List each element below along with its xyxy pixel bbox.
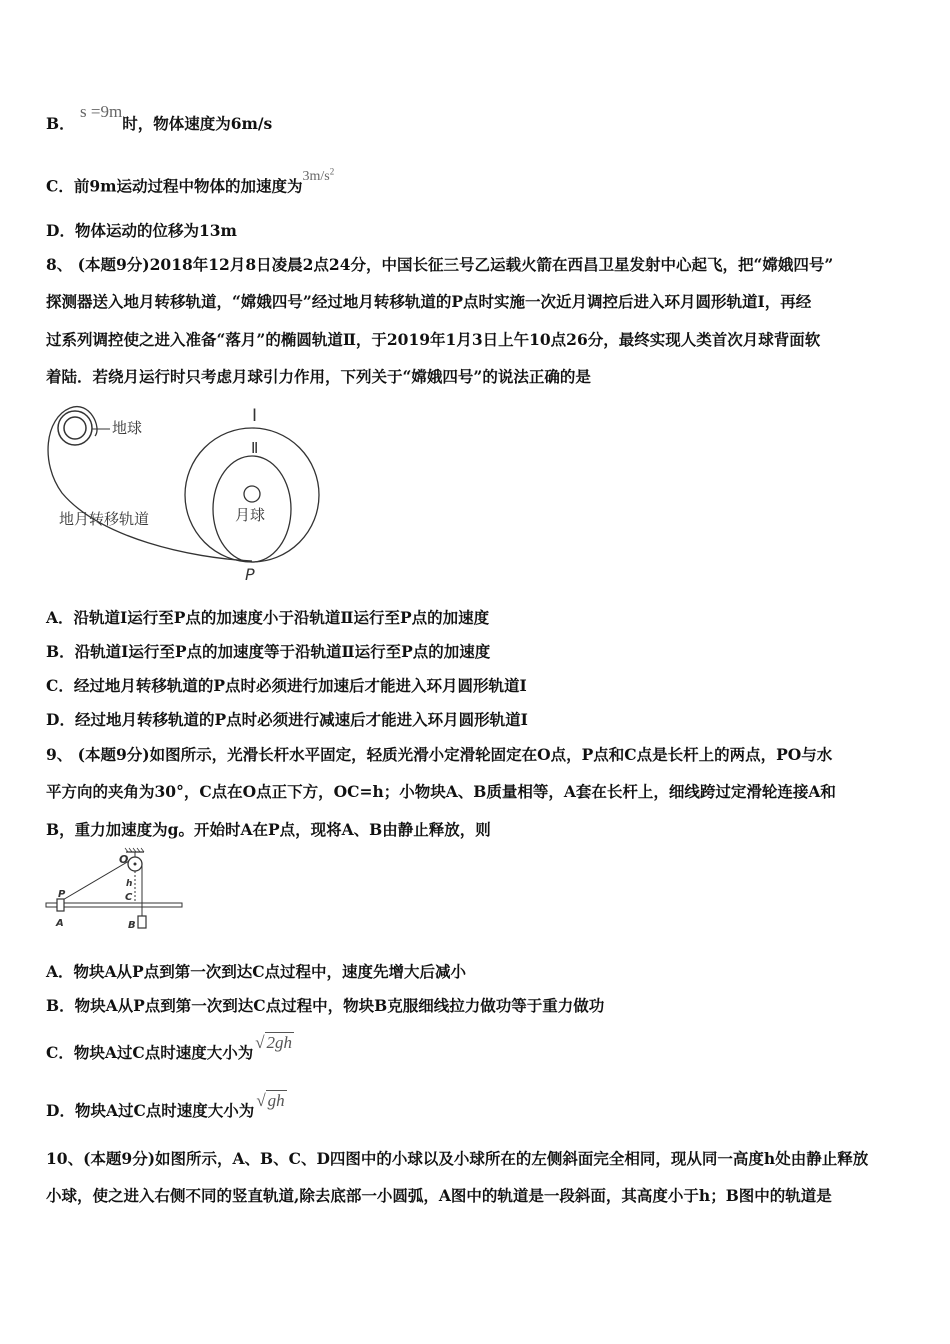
q9-option-c: [46, 1033, 294, 1063]
option-c-text: C．物块A过C点时速度大小为: [46, 1043, 254, 1062]
q9-pulley-figure: [40, 846, 190, 936]
accel-value: 3m/s: [302, 168, 330, 184]
orbit-2-label: Ⅱ: [251, 439, 259, 457]
q8-option-c: C．经过地月转移轨道的P点时必须进行加速后才能进入环月圆形轨道I: [46, 676, 527, 695]
point-p-label: P: [245, 565, 255, 584]
moon-label: 月球: [235, 506, 266, 524]
q9-option-b: B．物块A从P点到第一次到达C点过程中，物块B克服细线拉力做功等于重力做功: [46, 996, 605, 1015]
option-b-text: 时，物体速度为6m/s: [122, 114, 273, 133]
q7-option-d: D．物体运动的位移为13m: [46, 221, 237, 240]
label-b: B: [128, 920, 136, 931]
q7-option-b: [46, 102, 273, 134]
label-o: O: [119, 853, 129, 866]
sqrt-2gh-radicand: 2gh: [266, 1033, 293, 1052]
q8-line-3: 过系列调控使之进入准备“落月”的椭圆轨道Ⅱ，于2019年1月3日上午10点26分，最终实现人类首次月球背面软: [46, 330, 821, 349]
q8-line-4: 着陆．若绕月运行时只考虑月球引力作用，下列关于“嫦娥四号”的说法正确的是: [46, 367, 591, 386]
earth-label: 地球: [112, 419, 143, 437]
q9-option-d: [46, 1091, 287, 1121]
earth-outer-ring: [58, 411, 92, 445]
accel-sup: 2: [329, 166, 335, 176]
label-a: A: [56, 918, 64, 929]
sqrt-gh: √ gh: [256, 1091, 285, 1110]
q8-line-2: 探测器送入地月转移轨道，“嫦娥四号”经过地月转移轨道的P点时实施一次近月调控后进入环月圆形轨道I，再经: [46, 292, 812, 311]
sqrt-gh-radicand: gh: [267, 1091, 285, 1110]
transfer-orbit-label: 地月转移轨道: [59, 510, 150, 528]
q7-option-c: [46, 166, 335, 199]
q9-line-1: 9、 (本题9分)如图所示，光滑长杆水平固定，轻质光滑小定滑轮固定在O点，P点和C点是长杆上的两点，PO与水: [46, 745, 833, 764]
block-b: [138, 916, 146, 928]
q9-line-3: B，重力加速度为g。开始时A在P点，现将A、B由静止释放，则: [46, 820, 491, 839]
q8-line-1: 8、 (本题9分)2018年12月8日凌晨2点24分，中国长征三号乙运载火箭在西昌卫星发射中心起飞，把“嫦娥四号”: [46, 255, 834, 274]
q8-option-b: B．沿轨道I运行至P点的加速度等于沿轨道Ⅱ运行至P点的加速度: [46, 642, 491, 661]
option-b-label: B．: [46, 114, 75, 133]
horizontal-rod: [46, 903, 182, 907]
math-accel: [302, 166, 335, 184]
orbit-1-label: I: [252, 406, 258, 426]
label-c: C: [125, 892, 133, 903]
moon-circle: [244, 486, 260, 502]
q9-line-2: 平方向的夹角为30°，C点在O点正下方，OC=h；小物块A、B质量相等，A套在长杆上，细线跨过定滑轮连接A和: [46, 782, 836, 801]
q8-option-a: A．沿轨道I运行至P点的加速度小于沿轨道Ⅱ运行至P点的加速度: [46, 608, 490, 627]
option-d-text: D．物块A过C点时速度大小为: [46, 1101, 255, 1120]
q10-line-1: 10、(本题9分)如图所示，A、B、C、D四图中的小球以及小球所在的左侧斜面完全相同，现从同一高度h处由静止释放: [46, 1149, 869, 1168]
transfer-orbit-path: [48, 407, 252, 561]
q9-option-a: A．物块A从P点到第一次到达C点过程中，速度先增大后减小: [46, 962, 467, 981]
earth-inner-ring: [64, 417, 86, 439]
q10-line-2: 小球，使之进入右侧不同的竖直轨道,除去底部一小圆弧，A图中的轨道是一段斜面，其高度小于h；B图中的轨道是: [46, 1186, 832, 1205]
q8-orbit-figure: [40, 398, 340, 588]
q8-option-d: D．经过地月转移轨道的P点时必须进行减速后才能进入环月圆形轨道I: [46, 710, 528, 729]
label-h: h: [126, 879, 133, 889]
sqrt-2gh: √ 2gh: [255, 1033, 293, 1052]
block-a: [57, 899, 64, 911]
label-p: P: [58, 889, 66, 900]
math-s-9m: s =9m: [80, 102, 123, 121]
option-c-text: C．前9m运动过程中物体的加速度为: [46, 176, 303, 196]
